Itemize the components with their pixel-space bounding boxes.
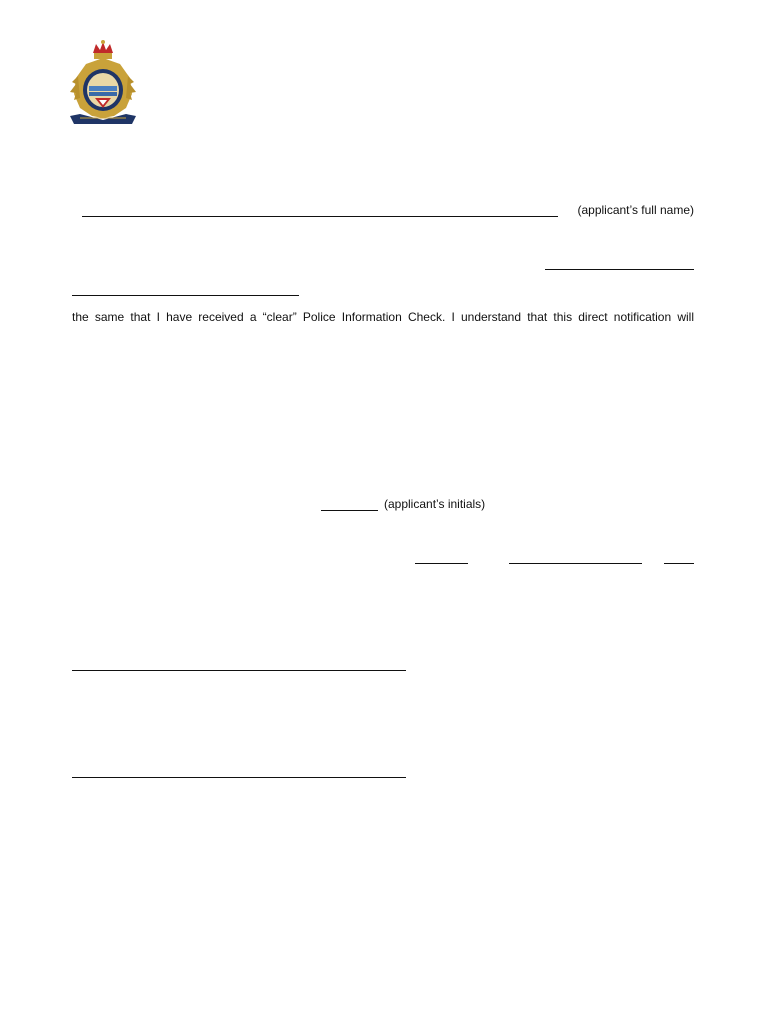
- date-year-field[interactable]: [664, 563, 694, 564]
- initials-label: (applicant’s initials): [384, 497, 486, 511]
- blank-field-left[interactable]: [72, 295, 299, 296]
- applicant-signature-field[interactable]: [72, 670, 406, 671]
- witness-signature-field[interactable]: [72, 777, 406, 778]
- applicant-initials-field[interactable]: [321, 510, 378, 511]
- police-crest-logo: [66, 38, 140, 126]
- blank-field-right[interactable]: [545, 269, 694, 270]
- body-text-line: the same that I have received a “clear” Police Information Check. I understand that this direct notification will: [72, 310, 694, 324]
- applicant-full-name-field[interactable]: [82, 216, 558, 217]
- date-day-field[interactable]: [415, 563, 468, 564]
- full-name-label: (applicant’s full name): [577, 203, 694, 217]
- date-month-field[interactable]: [509, 563, 642, 564]
